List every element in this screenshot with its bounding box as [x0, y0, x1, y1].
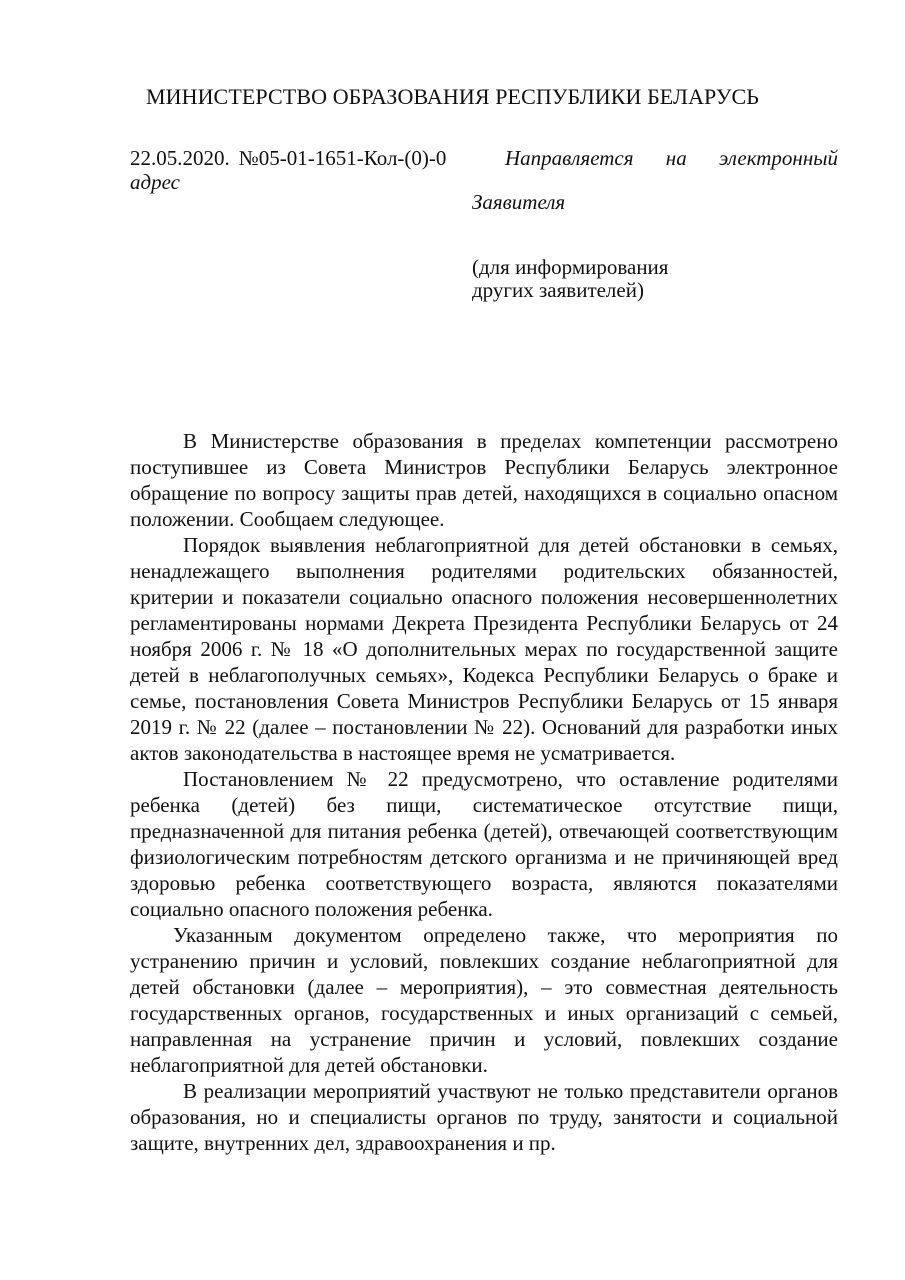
applicant-label: Заявителя: [472, 190, 566, 214]
body-paragraph: В Министерстве образования в пределах компетенции рассмотрено поступившее из Совета Министров Республики Беларусь электронное обращение по вопросу защиты прав детей, находящихся в социально опасном положении. Сообщаем следующее.: [130, 429, 838, 531]
info-note-line: других заявителей): [472, 278, 644, 302]
direction-line: [505, 147, 838, 170]
info-note-line: (для информирования: [472, 255, 669, 279]
body-paragraph: В реализации мероприятий участвуют не только представители органов образования, но и специалисты органов по труду, занятости и социальной защите, внутренних дел, здравоохранения и пр.: [130, 1079, 838, 1155]
direction-word: Направляется: [505, 146, 634, 170]
body-paragraph: Порядок выявления неблагоприятной для детей обстановки в семьях, ненадлежащего выполнения родителями родительских обязанностей, критерии и показатели социально опасного положения несовершеннолетних регламентированы нормами Декрета Президента Республики Беларусь от 24 ноября 2006 г. № 18 «О дополнительных мерах по государственной защите детей в неблагополучных семьях», Кодекса Республики Беларусь о браке и семье, постановления Совета Министров Республики Беларусь от 15 января 2019 г. № 22 (далее – постановлении № 22). Оснований для разработки иных актов законодательства в настоящее время не усматривается.: [130, 533, 838, 765]
reference-date: 22.05.2020.: [130, 146, 230, 170]
reference-line: [130, 147, 838, 170]
body-paragraph: Постановлением № 22 предусмотрено, что оставление родителями ребенка (детей) без пищи, систематическое отсутствие пищи, предназначенной для питания ребенка (детей), отвечающей соответствующим физиологическим потребностям детского организма и не причиняющей вред здоровью ребенка соответствующего возраста, являются показателями социально опасного положения ребенка.: [130, 767, 838, 921]
ministry-header: МИНИСТЕРСТВО ОБРАЗОВАНИЯ РЕСПУБЛИКИ БЕЛАРУСЬ: [145, 84, 760, 109]
info-note: [472, 256, 668, 302]
reference-number: №05-01-1651-Кол-(0)-0: [238, 146, 447, 170]
direction-continued: адрес: [130, 170, 180, 194]
body-paragraph: Указанным документом определено также, что мероприятия по устранению причин и условий, повлекших создание неблагоприятной для детей обстановки (далее – мероприятия), – это совместная деятельность государственных органов, государственных и иных организаций с семьей, направленная на устранение причин и условий, повлекших создание неблагоприятной для детей обстановки.: [130, 923, 838, 1077]
direction-word: на: [665, 146, 687, 170]
direction-word: электронный: [718, 146, 838, 170]
letter-body: [130, 428, 838, 1156]
